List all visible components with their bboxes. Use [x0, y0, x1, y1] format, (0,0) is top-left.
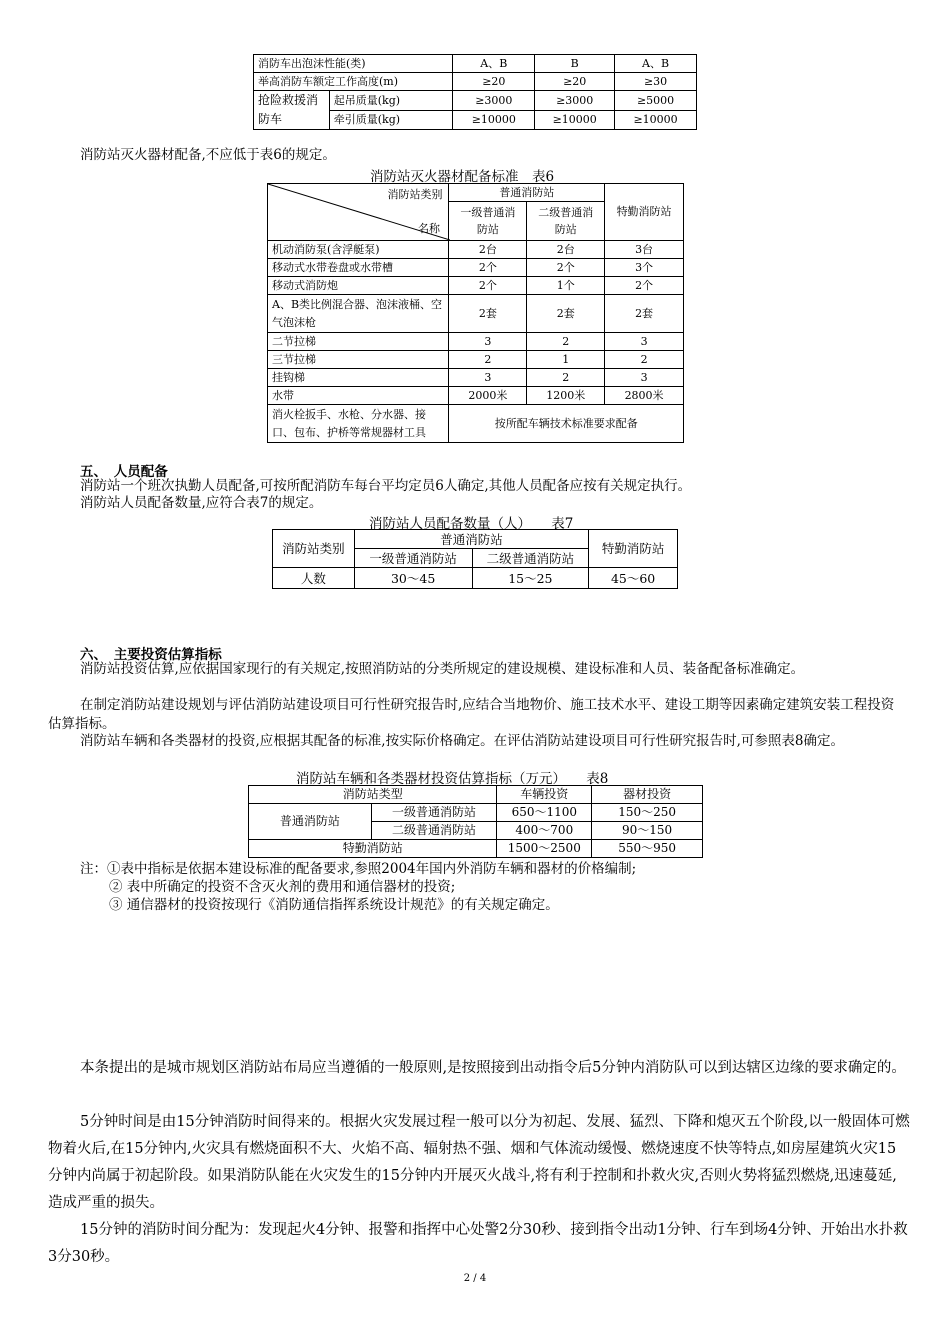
paragraph: 消防站灭火器材配备,不应低于表6的规定。 [80, 147, 336, 163]
table-cell: ≥3000 [453, 91, 535, 111]
table-cell: 二级普通消防站 [527, 202, 605, 241]
table-cell: 按所配车辆技术标准要求配备 [449, 405, 684, 443]
paragraph: 消防站人员配备数量,应符合表7的规定。 [80, 495, 323, 511]
table-cell: 400～700 [497, 822, 592, 840]
table-cell: 一级普通消防站 [371, 804, 497, 822]
investment-table [248, 785, 703, 858]
paragraph: 消防站投资估算,应依据国家现行的有关规定,按照消防站的分类所规定的建设规模、建设标准和人员、装备配备标准确定。 [80, 661, 805, 677]
note-item: ③ 通信器材的投资按现行《消防通信指挥系统设计规范》的有关规定确定。 [109, 897, 559, 913]
table-cell: 特勤消防站 [589, 530, 678, 568]
note-item: 注：①表中指标是依据本建设标准的配备要求,参照2004年国内外消防车辆和器材的价格编制; [80, 861, 637, 877]
header-name: 名称 [418, 222, 440, 235]
paragraph: 本条提出的是城市规划区消防站布局应当遵循的一般原则,是按照接到出动指令后5分钟内消防队可以到达辖区边缘的要求确定的。 [80, 1060, 906, 1076]
table-cell: 起吊质量(kg) [329, 91, 453, 111]
table-cell: 1500～2500 [497, 840, 592, 858]
table-cell: 二级普通消防站 [371, 822, 497, 840]
table-cell: B [535, 55, 615, 73]
table8-caption: 消防站车辆和各类器材投资估算指标（万元） 表8 [296, 771, 609, 787]
table-cell: 移动式消防炮 [268, 277, 449, 295]
paragraph: 15分钟的消防时间分配为：发现起火4分钟、报警和指挥中心处警2分30秒、接到指令出动1分钟、行车到场4分钟、开始出水扑救3分30秒。 [48, 1222, 908, 1265]
table-cell: 消防站类别 [273, 530, 355, 568]
table-cell: 2 [527, 369, 605, 387]
table-cell: 消防站类型 [249, 786, 497, 804]
table-cell: ≥30 [615, 73, 697, 91]
table-cell: 牵引质量(kg) [329, 110, 453, 130]
equipment-standard-table [267, 183, 684, 443]
paragraph: 消防站一个班次执勤人员配备,可按所配消防车每台平均定员6人确定,其他人员配备应按有关规定执行。 [80, 478, 692, 494]
table-cell: 2000米 [449, 387, 527, 405]
table-cell: 普通消防站 [249, 804, 372, 840]
note-item: ② 表中所确定的投资不含灭火剂的费用和通信器材的投资; [109, 879, 456, 895]
paragraph: 消防站车辆和各类器材的投资,应根据其配备的标准,按实际价格确定。在评估消防站建设项目可行性研究报告时,可参照表8确定。 [80, 733, 844, 749]
table-cell: 2 [527, 333, 605, 351]
table-cell: 一级普通消防站 [449, 202, 527, 241]
table-cell: ≥3000 [535, 91, 615, 111]
table-cell: 普通消防站 [354, 530, 588, 549]
diagonal-header-cell [268, 184, 449, 241]
paragraph: 在制定消防站建设规划与评估消防站建设项目可行性研究报告时,应结合当地物价、施工技术水平、建设工期等因素确定建筑安装工程投资估算指标。 [48, 697, 895, 732]
table-cell: 2台 [449, 241, 527, 259]
table-cell: 挂钩梯 [268, 369, 449, 387]
table-cell: 3 [605, 369, 684, 387]
table-cell: 2台 [527, 241, 605, 259]
table-cell: 2 [449, 351, 527, 369]
table-cell: 2套 [527, 295, 605, 333]
vehicle-performance-table [253, 54, 697, 130]
table-cell: ≥10000 [535, 110, 615, 130]
table6-caption: 消防站灭火器材配备标准 表6 [370, 169, 555, 185]
table-cell: ≥20 [453, 73, 535, 91]
table-cell: 1个 [527, 277, 605, 295]
table-cell: 移动式水带卷盘或水带槽 [268, 259, 449, 277]
table-cell: 2800米 [605, 387, 684, 405]
staffing-table [272, 529, 678, 589]
table-cell: 机动消防泵(含浮艇泵) [268, 241, 449, 259]
table-cell: 消防车出泡沫性能(类) [254, 55, 453, 73]
table-cell: 150～250 [592, 804, 703, 822]
table-cell: 2套 [605, 295, 684, 333]
table-cell: 30～45 [354, 568, 472, 589]
table-cell: 90～150 [592, 822, 703, 840]
table-cell: 650～1100 [497, 804, 592, 822]
table-cell: 15～25 [472, 568, 589, 589]
table-cell: 水带 [268, 387, 449, 405]
table-cell: ≥10000 [615, 110, 697, 130]
table-cell: 2 [605, 351, 684, 369]
table-cell: 普通消防站 [449, 184, 605, 202]
section-heading: 六、 主要投资估算指标 [80, 647, 222, 663]
table-cell: 2个 [527, 259, 605, 277]
table-cell: 550～950 [592, 840, 703, 858]
table-cell: 车辆投资 [497, 786, 592, 804]
table-cell: 2个 [449, 259, 527, 277]
table-cell: 3 [449, 333, 527, 351]
table-cell: 特勤消防站 [605, 184, 684, 241]
table-cell: 45～60 [589, 568, 678, 589]
table-cell: 1 [527, 351, 605, 369]
table-cell: A、B类比例混合器、泡沫液桶、空气泡沫枪 [268, 295, 449, 333]
table-cell: 2个 [605, 277, 684, 295]
table-cell: 3个 [605, 259, 684, 277]
table-cell: 举高消防车额定工作高度(m) [254, 73, 453, 91]
table-cell: ≥5000 [615, 91, 697, 111]
table-cell: 抢险救援消防车 [254, 91, 330, 130]
table-cell: 3台 [605, 241, 684, 259]
table-cell: 1200米 [527, 387, 605, 405]
table-cell: 二节拉梯 [268, 333, 449, 351]
table-cell: 器材投资 [592, 786, 703, 804]
table-cell: 3 [605, 333, 684, 351]
table-cell: 人数 [273, 568, 355, 589]
table-cell: ≥10000 [453, 110, 535, 130]
header-category: 消防站类别 [387, 188, 443, 201]
table-cell: 一级普通消防站 [354, 549, 472, 568]
table-cell: 消火栓扳手、水枪、分水器、接口、包布、护桥等常规器材工具 [268, 405, 449, 443]
table-cell: A、B [615, 55, 697, 73]
table-cell: 二级普通消防站 [472, 549, 589, 568]
table-cell: 2个 [449, 277, 527, 295]
table-cell: 三节拉梯 [268, 351, 449, 369]
section-heading: 五、 人员配备 [80, 464, 168, 480]
page-number: 2 / 4 [463, 1273, 487, 1284]
table-cell: 特勤消防站 [249, 840, 497, 858]
table-cell: ≥20 [535, 73, 615, 91]
table7-caption: 消防站人员配备数量（人） 表7 [369, 516, 574, 532]
table-cell: A、B [453, 55, 535, 73]
table-cell: 2套 [449, 295, 527, 333]
table-cell: 3 [449, 369, 527, 387]
paragraph: 5分钟时间是由15分钟消防时间得来的。根据火灾发展过程一般可以分为初起、发展、猛烈、下降和熄灭五个阶段,以一般固体可燃物着火后,在15分钟内,火灾具有燃烧面积不大、火焰不高、辐射热不强、烟和气体流动缓慢、燃烧速度不快等特点,如房屋建筑火灾15分钟内尚属于初起阶段。如果消防队能在火灾发生的15分钟内开展灭火战斗,将有利于控制和扑救火灾,否则火势将猛烈燃烧,迅速蔓延,造成严重的损失。 [48, 1114, 910, 1211]
